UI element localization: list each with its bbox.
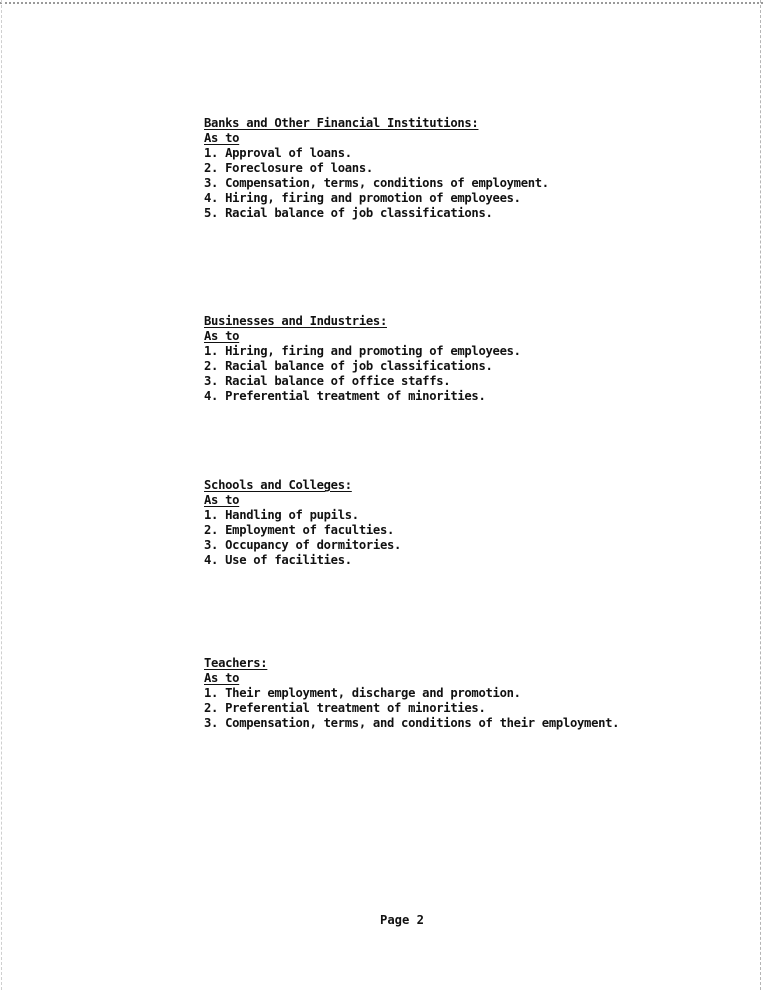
section-teachers: [204, 656, 724, 731]
list-item: 1. Approval of loans.: [204, 146, 352, 160]
section-businesses-industries: [204, 314, 724, 404]
section-subheading: As to: [204, 671, 240, 685]
list-item: 4. Preferential treatment of minorities.: [204, 389, 486, 403]
list-item: 2. Employment of faculties.: [204, 523, 395, 537]
list-item: 3. Occupancy of dormitories.: [204, 538, 402, 552]
section-heading: Businesses and Industries:: [204, 314, 387, 328]
section-heading: Schools and Colleges:: [204, 478, 352, 492]
list-item: 1. Their employment, discharge and promotion.: [204, 686, 521, 700]
section-subheading: As to: [204, 131, 240, 145]
list-item: 3. Compensation, terms, conditions of employment.: [204, 176, 549, 190]
list-item: 1. Handling of pupils.: [204, 508, 359, 522]
list-item: 3. Racial balance of office staffs.: [204, 374, 451, 388]
page-number: Page 2: [380, 913, 425, 927]
section-heading: Banks and Other Financial Institutions:: [204, 116, 479, 130]
page-right-edge: [760, 0, 761, 990]
section-schools-colleges: [204, 478, 724, 568]
list-item: 5. Racial balance of job classifications.: [204, 206, 493, 220]
section-subheading: As to: [204, 493, 240, 507]
page-top-edge: [0, 2, 763, 4]
list-item: 1. Hiring, firing and promoting of employees.: [204, 344, 521, 358]
list-item: 3. Compensation, terms, and conditions of their employment.: [204, 716, 620, 730]
list-item: 2. Preferential treatment of minorities.: [204, 701, 486, 715]
section-heading: Teachers:: [204, 656, 268, 670]
list-item: 4. Use of facilities.: [204, 553, 352, 567]
section-subheading: As to: [204, 329, 240, 343]
list-item: 2. Foreclosure of loans.: [204, 161, 373, 175]
list-item: 2. Racial balance of job classifications.: [204, 359, 493, 373]
list-item: 4. Hiring, firing and promotion of employees.: [204, 191, 521, 205]
page-left-edge: [1, 0, 2, 990]
section-banks-financial-institutions: [204, 116, 724, 221]
